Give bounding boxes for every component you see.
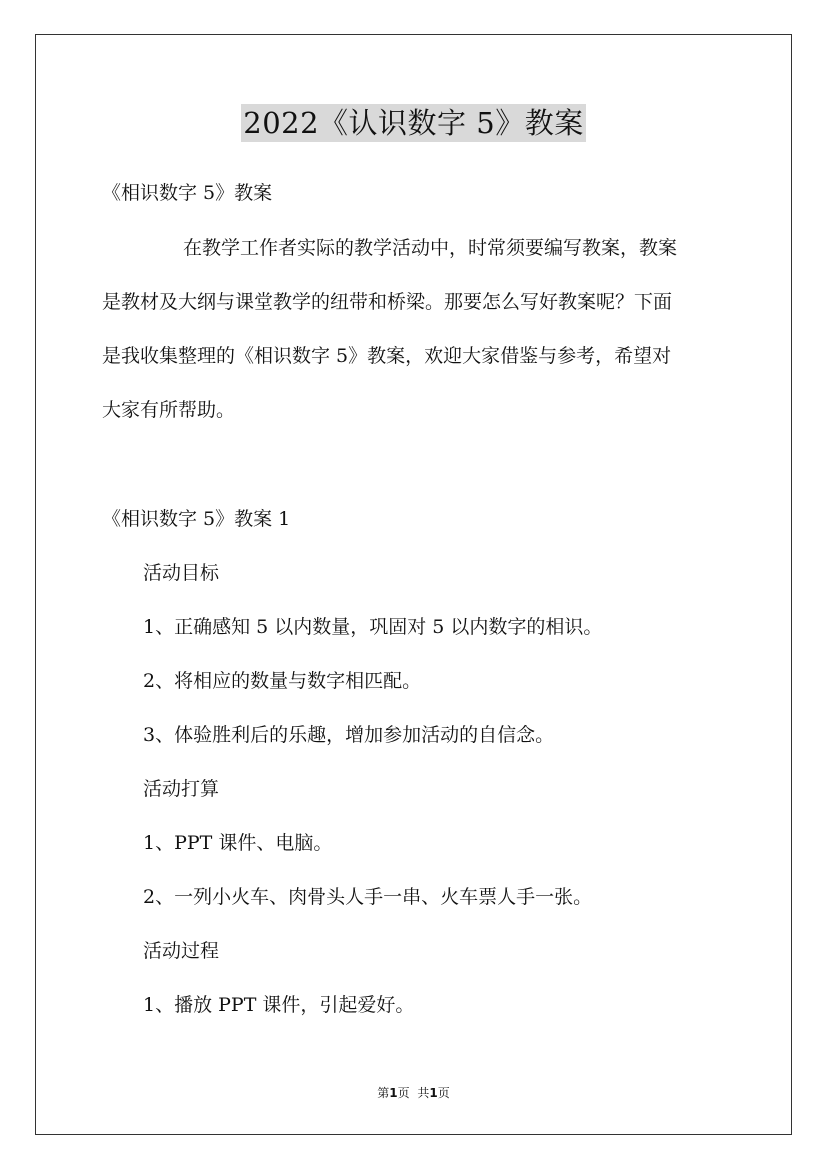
- footer-total-suffix: 页: [437, 1086, 450, 1100]
- prep-item-2: 2、一列小火车、肉骨头人手一串、火车票人手一张。: [143, 886, 593, 908]
- footer-total-prefix: 共: [417, 1086, 430, 1100]
- intro-line-1: 在教学工作者实际的教学活动中，时常须要编写教案，教案: [183, 237, 678, 259]
- footer-total-number: 1: [429, 1086, 438, 1100]
- goal-item-3: 3、体验胜利后的乐趣，增加参加活动的自信念。: [143, 724, 555, 746]
- goals-heading: 活动目标: [143, 562, 220, 584]
- intro-line-2: 是教材及大纲与课堂教学的纽带和桥梁。那要怎么写好教案呢？下面: [102, 291, 673, 313]
- document-subtitle: 《相识数字 5》教案: [102, 182, 273, 204]
- intro-line-4: 大家有所帮助。: [102, 399, 236, 421]
- document-title: 2022《认识数字 5》教案: [243, 106, 584, 140]
- page-footer: [0, 1084, 827, 1101]
- prep-heading: 活动打算: [143, 778, 220, 800]
- section-title: 《相识数字 5》教案 1: [102, 508, 291, 530]
- footer-page-suffix: 页: [397, 1086, 410, 1100]
- prep-item-1: 1、PPT 课件、电脑。: [143, 832, 333, 854]
- footer-page-prefix: 第: [377, 1086, 390, 1100]
- intro-line-3: 是我收集整理的《相识数字 5》教案，欢迎大家借鉴与参考，希望对: [102, 345, 672, 367]
- goal-item-1: 1、正确感知 5 以内数量，巩固对 5 以内数字的相识。: [143, 616, 603, 638]
- goal-item-2: 2、将相应的数量与数字相匹配。: [143, 670, 422, 692]
- process-heading: 活动过程: [143, 940, 220, 962]
- footer-page-number: 1: [389, 1086, 398, 1100]
- process-item-1: 1、播放 PPT 课件，引起爱好。: [143, 994, 415, 1016]
- title-container: [0, 104, 827, 142]
